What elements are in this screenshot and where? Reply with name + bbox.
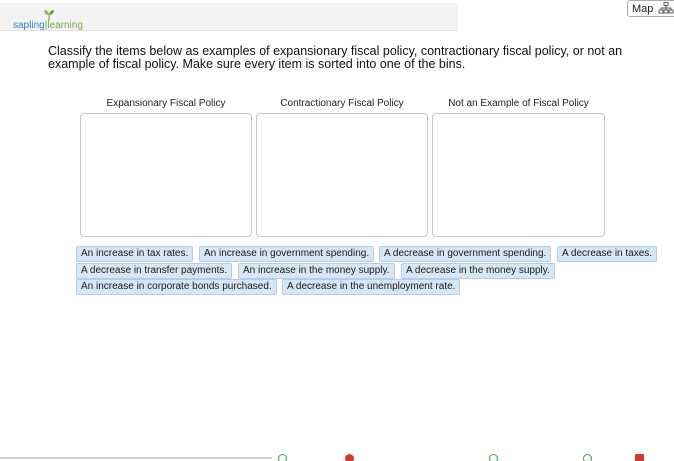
bin-label-not-fiscal-policy: Not an Example of Fiscal Policy: [448, 98, 589, 109]
drop-zone-contractionary[interactable]: [256, 113, 428, 237]
bin-label-contractionary: Contractionary Fiscal Policy: [280, 98, 404, 109]
drop-zone-not-fiscal-policy[interactable]: [432, 113, 605, 237]
exit-icon: [635, 454, 644, 461]
check-answer-icon: [489, 454, 498, 461]
map-button-label: Map: [632, 3, 654, 15]
footer-exit-button[interactable]: [635, 454, 648, 461]
previous-icon: [278, 454, 287, 461]
drag-item-unemployment-decrease[interactable]: A decrease in the unemployment rate.: [282, 279, 460, 295]
footer-check-answer-button[interactable]: [489, 454, 502, 461]
header-bar: [0, 3, 458, 31]
footer-give-up-button[interactable]: [345, 454, 358, 461]
give-up-icon: [345, 454, 354, 461]
drag-item-gov-spending-decrease[interactable]: A decrease in government spending.: [379, 246, 551, 262]
next-icon: [583, 454, 592, 461]
drag-item-money-supply-decrease[interactable]: A decrease in the money supply.: [401, 263, 555, 279]
drag-item-money-supply-increase[interactable]: An increase in the money supply.: [238, 263, 395, 279]
footer-divider: [0, 457, 272, 459]
drag-item-gov-spending-increase[interactable]: An increase in government spending.: [199, 246, 374, 262]
drag-item-tax-decrease[interactable]: A decrease in taxes.: [557, 246, 657, 262]
logo-text-sapling: sapling: [13, 20, 45, 31]
sapling-learning-logo: sapling|learning: [11, 9, 91, 31]
drag-item-transfer-payments-decrease[interactable]: A decrease in transfer payments.: [76, 263, 232, 279]
footer-next-button[interactable]: [583, 454, 596, 461]
drag-item-corporate-bonds-increase[interactable]: An increase in corporate bonds purchased.: [76, 279, 277, 295]
footer-previous-button[interactable]: [278, 454, 291, 461]
drop-zone-expansionary[interactable]: [80, 113, 252, 237]
drag-item-tax-increase[interactable]: An increase in tax rates.: [76, 246, 193, 262]
sitemap-icon: [658, 2, 674, 14]
bin-label-expansionary: Expansionary Fiscal Policy: [106, 98, 226, 109]
logo-text-learning: learning: [47, 20, 83, 31]
question-instructions: Classify the items below as examples of expansionary fiscal policy, contractionary fiscal policy, or not an example of fiscal policy. Make sure every item is sorted into one of the bins.: [48, 44, 623, 71]
map-button[interactable]: [627, 0, 674, 17]
